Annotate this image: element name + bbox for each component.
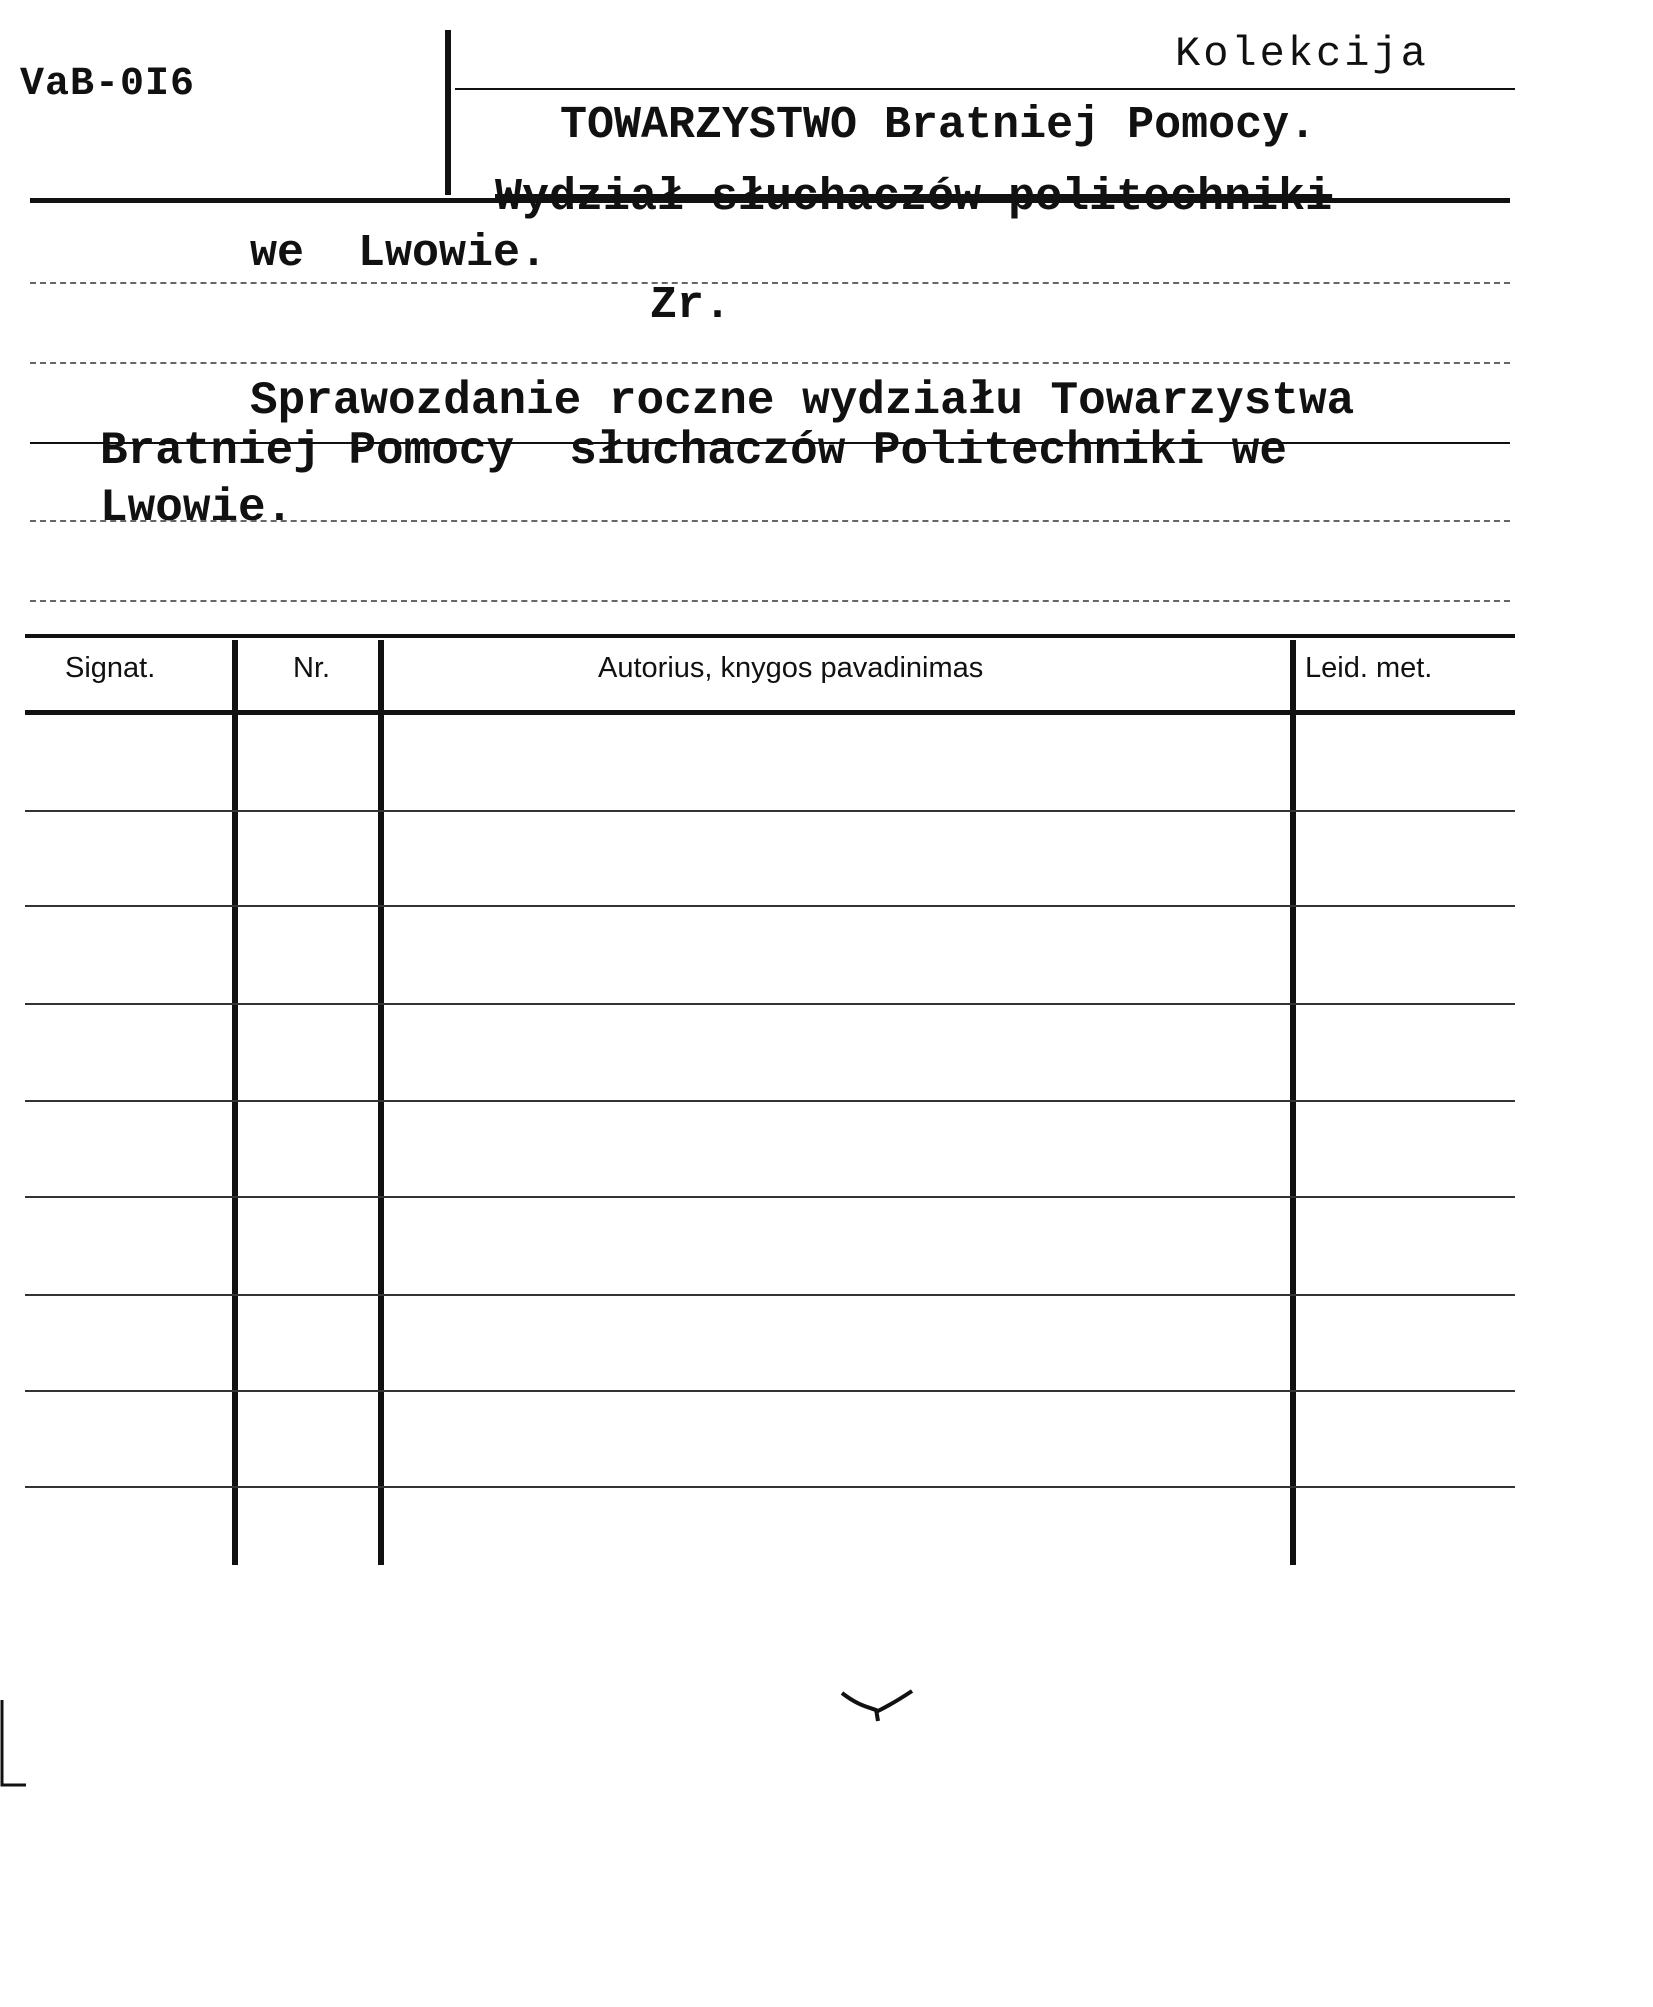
collection-label: Kolekcija: [1175, 30, 1429, 78]
col-divider-2: [378, 640, 384, 1565]
organization-name: TOWARZYSTWO Bratniej Pomocy.: [560, 100, 1317, 151]
column-header-nr: Nr.: [293, 652, 331, 684]
column-header-author-title: Autorius, knygos pavadinimas: [598, 652, 984, 684]
call-number: VaB-0I6: [20, 62, 196, 107]
column-header-year: Leid. met.: [1305, 652, 1433, 684]
struck-line: Wydział słuchaczów politechniki: [495, 172, 1333, 223]
edge-mark-icon: [0, 1700, 30, 1790]
title-line-3: Lwowie.: [100, 482, 294, 534]
blank-line: [30, 600, 1510, 602]
title-line-1: Sprawozdanie roczne wydziału Towarzystwa: [250, 375, 1355, 427]
location-text: we Lwowie.: [250, 228, 548, 279]
bird-mark-icon: [840, 1685, 915, 1725]
table-top-rule: [25, 634, 1515, 638]
col-divider-1: [232, 640, 238, 1565]
row-rule-8: [25, 1486, 1515, 1488]
row-rule-6: [25, 1294, 1515, 1296]
row-rule-3: [25, 1003, 1515, 1005]
title-line-2: Bratniej Pomocy słuchaczów Politechniki we: [100, 425, 1287, 477]
column-header-signat: Signat.: [65, 652, 156, 684]
row-rule-4: [25, 1100, 1515, 1102]
location-underline: [30, 282, 1510, 284]
row-rule-2: [25, 905, 1515, 907]
collection-underline: [455, 88, 1515, 90]
title-underline-3: [30, 520, 1510, 522]
row-rule-1: [25, 810, 1515, 812]
abbr-underline: [30, 362, 1510, 364]
header-divider: [445, 30, 451, 195]
row-rule-7: [25, 1390, 1515, 1392]
row-rule-5: [25, 1196, 1515, 1198]
abbreviation-text: Zr.: [650, 280, 732, 331]
col-divider-3: [1290, 640, 1296, 1565]
